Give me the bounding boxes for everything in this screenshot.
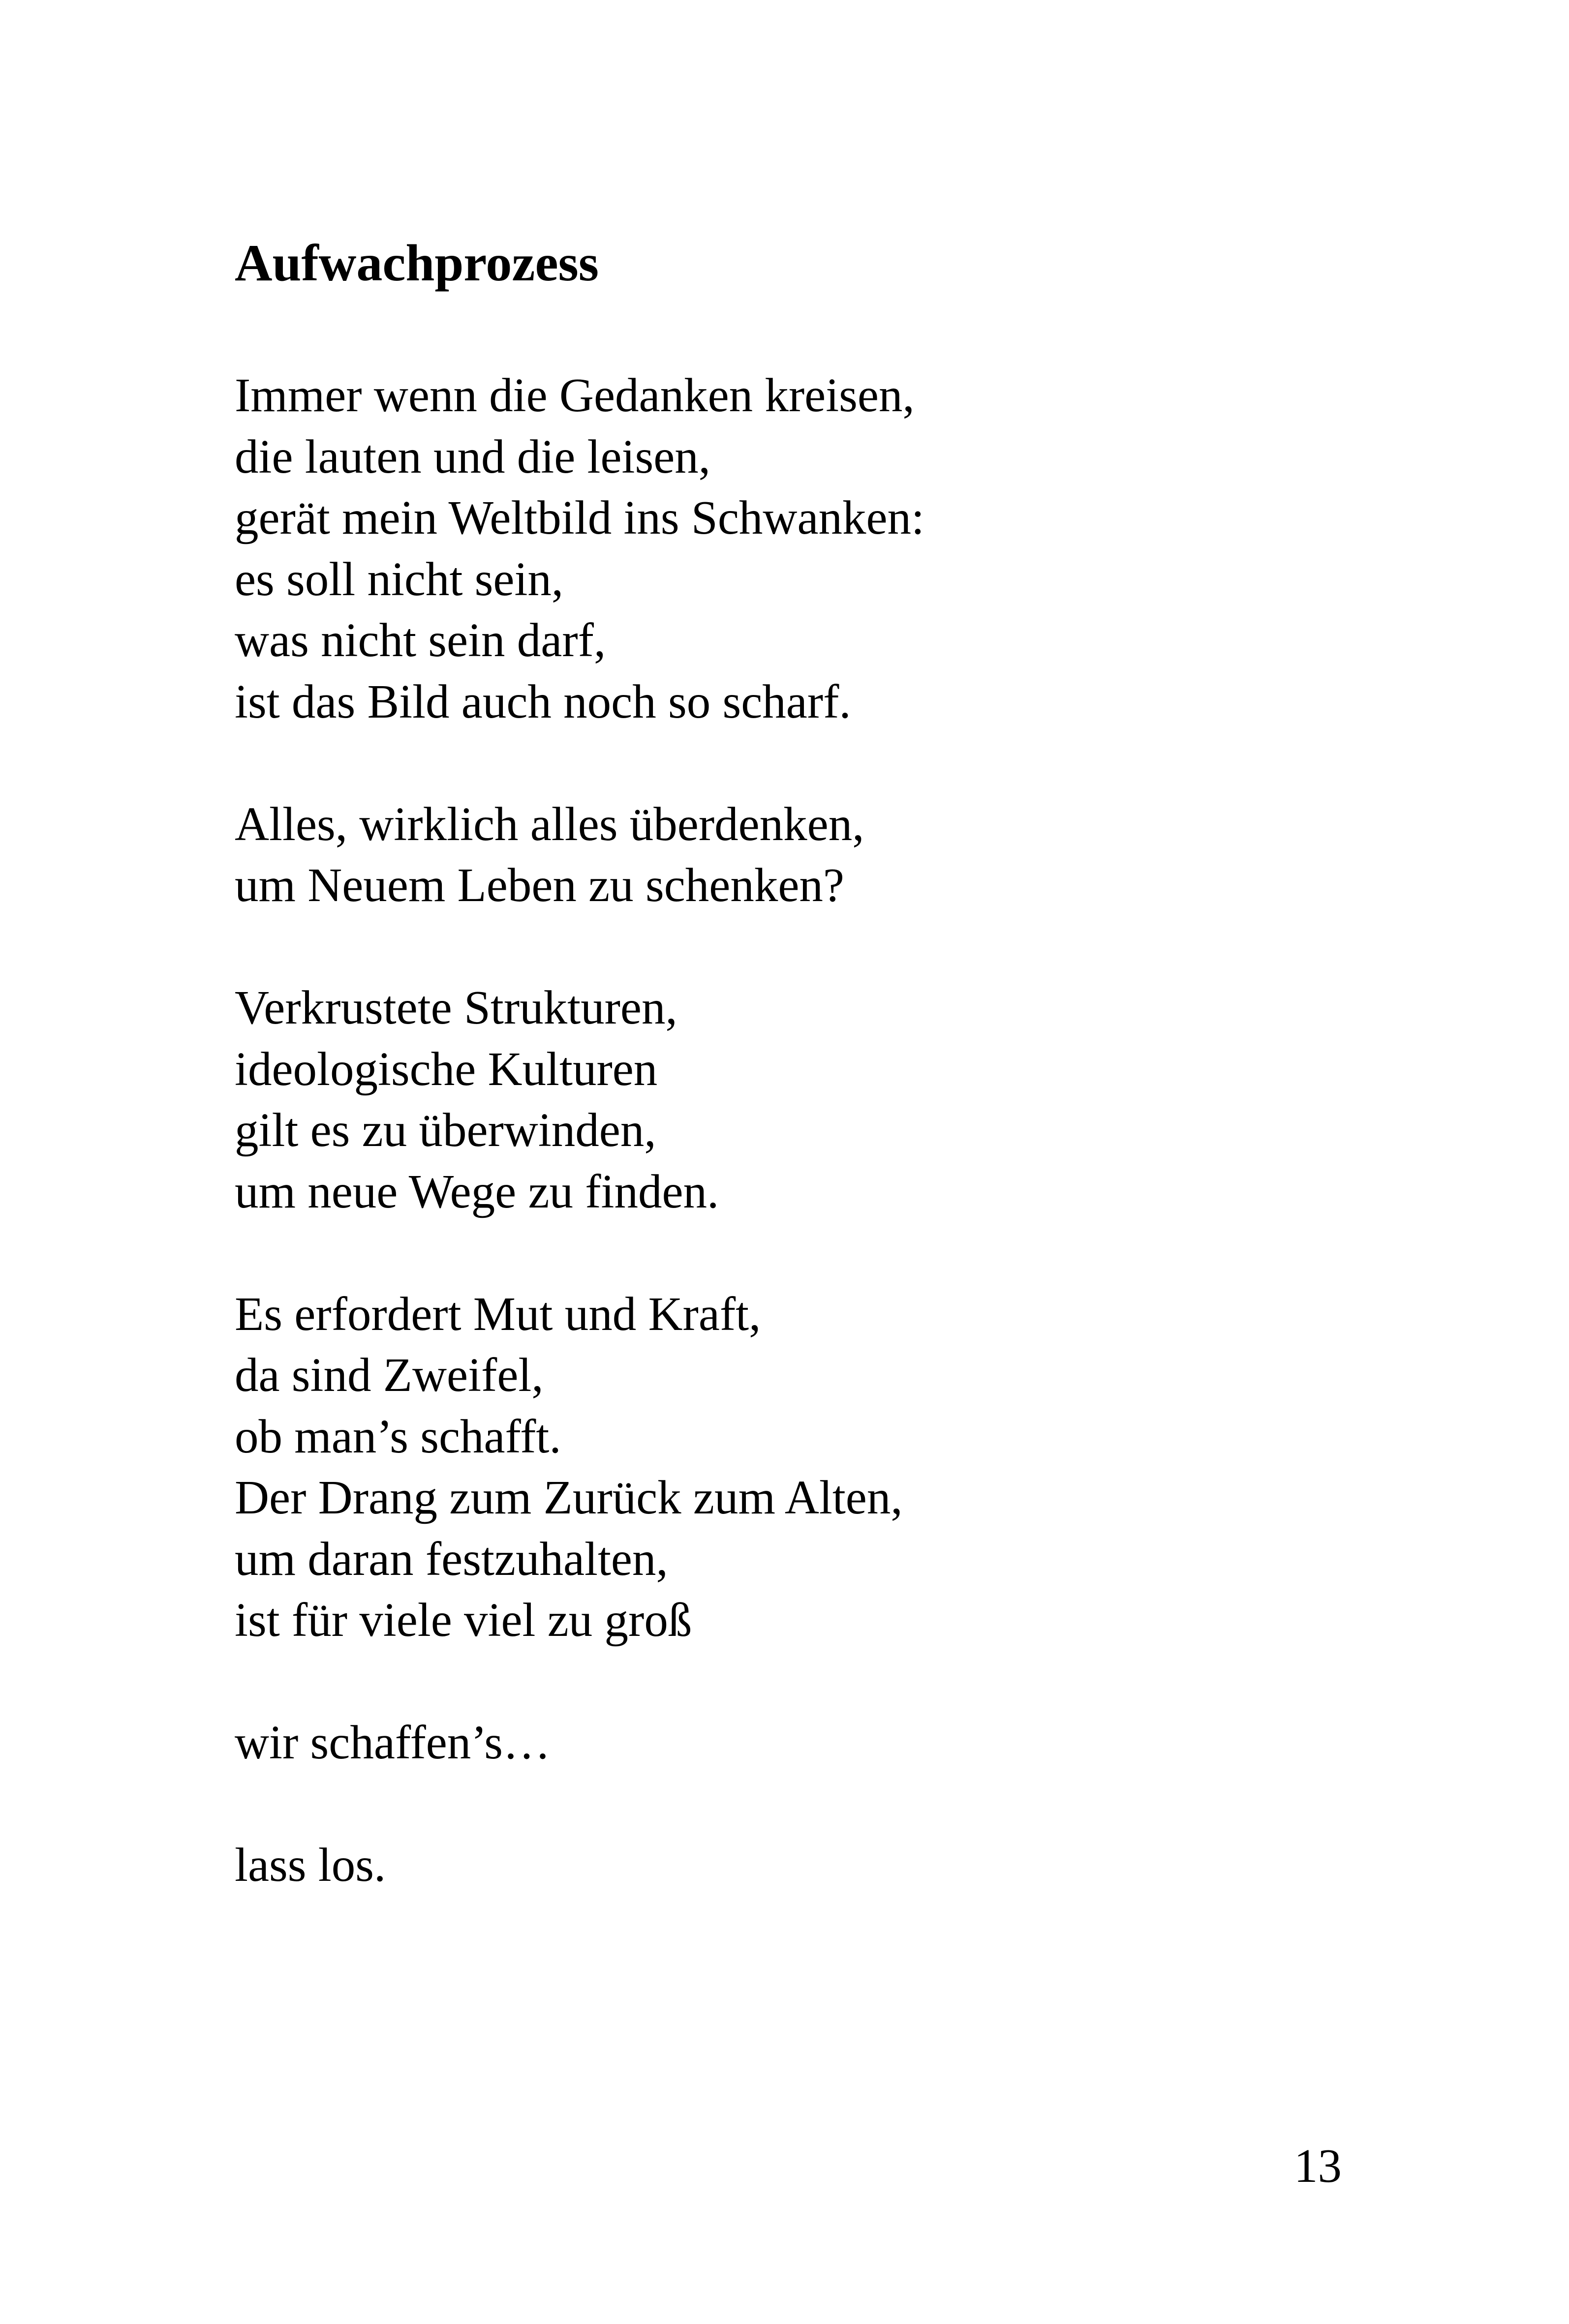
- poem-line: Der Drang zum Zurück zum Alten,: [235, 1471, 903, 1524]
- poem-line: gilt es zu überwinden,: [235, 1104, 656, 1156]
- poem-line: Immer wenn die Gedanken kreisen,: [235, 369, 915, 422]
- poem-line: ob man’s schafft.: [235, 1410, 561, 1463]
- poem-line: die lauten und die leisen,: [235, 430, 711, 483]
- poem-line: um daran festzuhalten,: [235, 1532, 668, 1585]
- stanza-4: [235, 1284, 1415, 1651]
- poem-line: es soll nicht sein,: [235, 552, 564, 605]
- stanza-1: [235, 365, 1415, 732]
- poem-line: da sind Zweifel,: [235, 1349, 544, 1401]
- stanza-2: [235, 794, 1415, 916]
- stanza-gap: [235, 1651, 1415, 1713]
- poem-body: [235, 365, 1415, 1896]
- poem-line: lass los.: [235, 1839, 386, 1891]
- stanza-6: [235, 1835, 1415, 1896]
- poem-line: Alles, wirklich alles überdenken,: [235, 797, 864, 850]
- stanza-gap: [235, 1222, 1415, 1284]
- poem-line: ist für viele viel zu groß: [235, 1594, 692, 1646]
- stanza-gap: [235, 732, 1415, 794]
- page-number: 13: [1294, 2140, 1342, 2192]
- stanza-gap: [235, 1774, 1415, 1835]
- poem-line: gerät mein Weltbild ins Schwanken:: [235, 491, 925, 544]
- poem-line: was nicht sein darf,: [235, 614, 606, 666]
- stanza-3: [235, 977, 1415, 1222]
- poem-line: ist das Bild auch noch so scharf.: [235, 675, 851, 728]
- poem-line: Es erfordert Mut und Kraft,: [235, 1287, 761, 1340]
- poem-line: wir schaffen’s…: [235, 1716, 551, 1769]
- stanza-5: [235, 1712, 1415, 1774]
- poem-title: Aufwachprozess: [235, 234, 599, 292]
- poem-line: um neue Wege zu finden.: [235, 1165, 719, 1218]
- poem-line: Verkrustete Strukturen,: [235, 981, 677, 1034]
- poem-line: um Neuem Leben zu schenken?: [235, 859, 844, 911]
- stanza-gap: [235, 916, 1415, 978]
- poem-line: ideologische Kulturen: [235, 1042, 658, 1095]
